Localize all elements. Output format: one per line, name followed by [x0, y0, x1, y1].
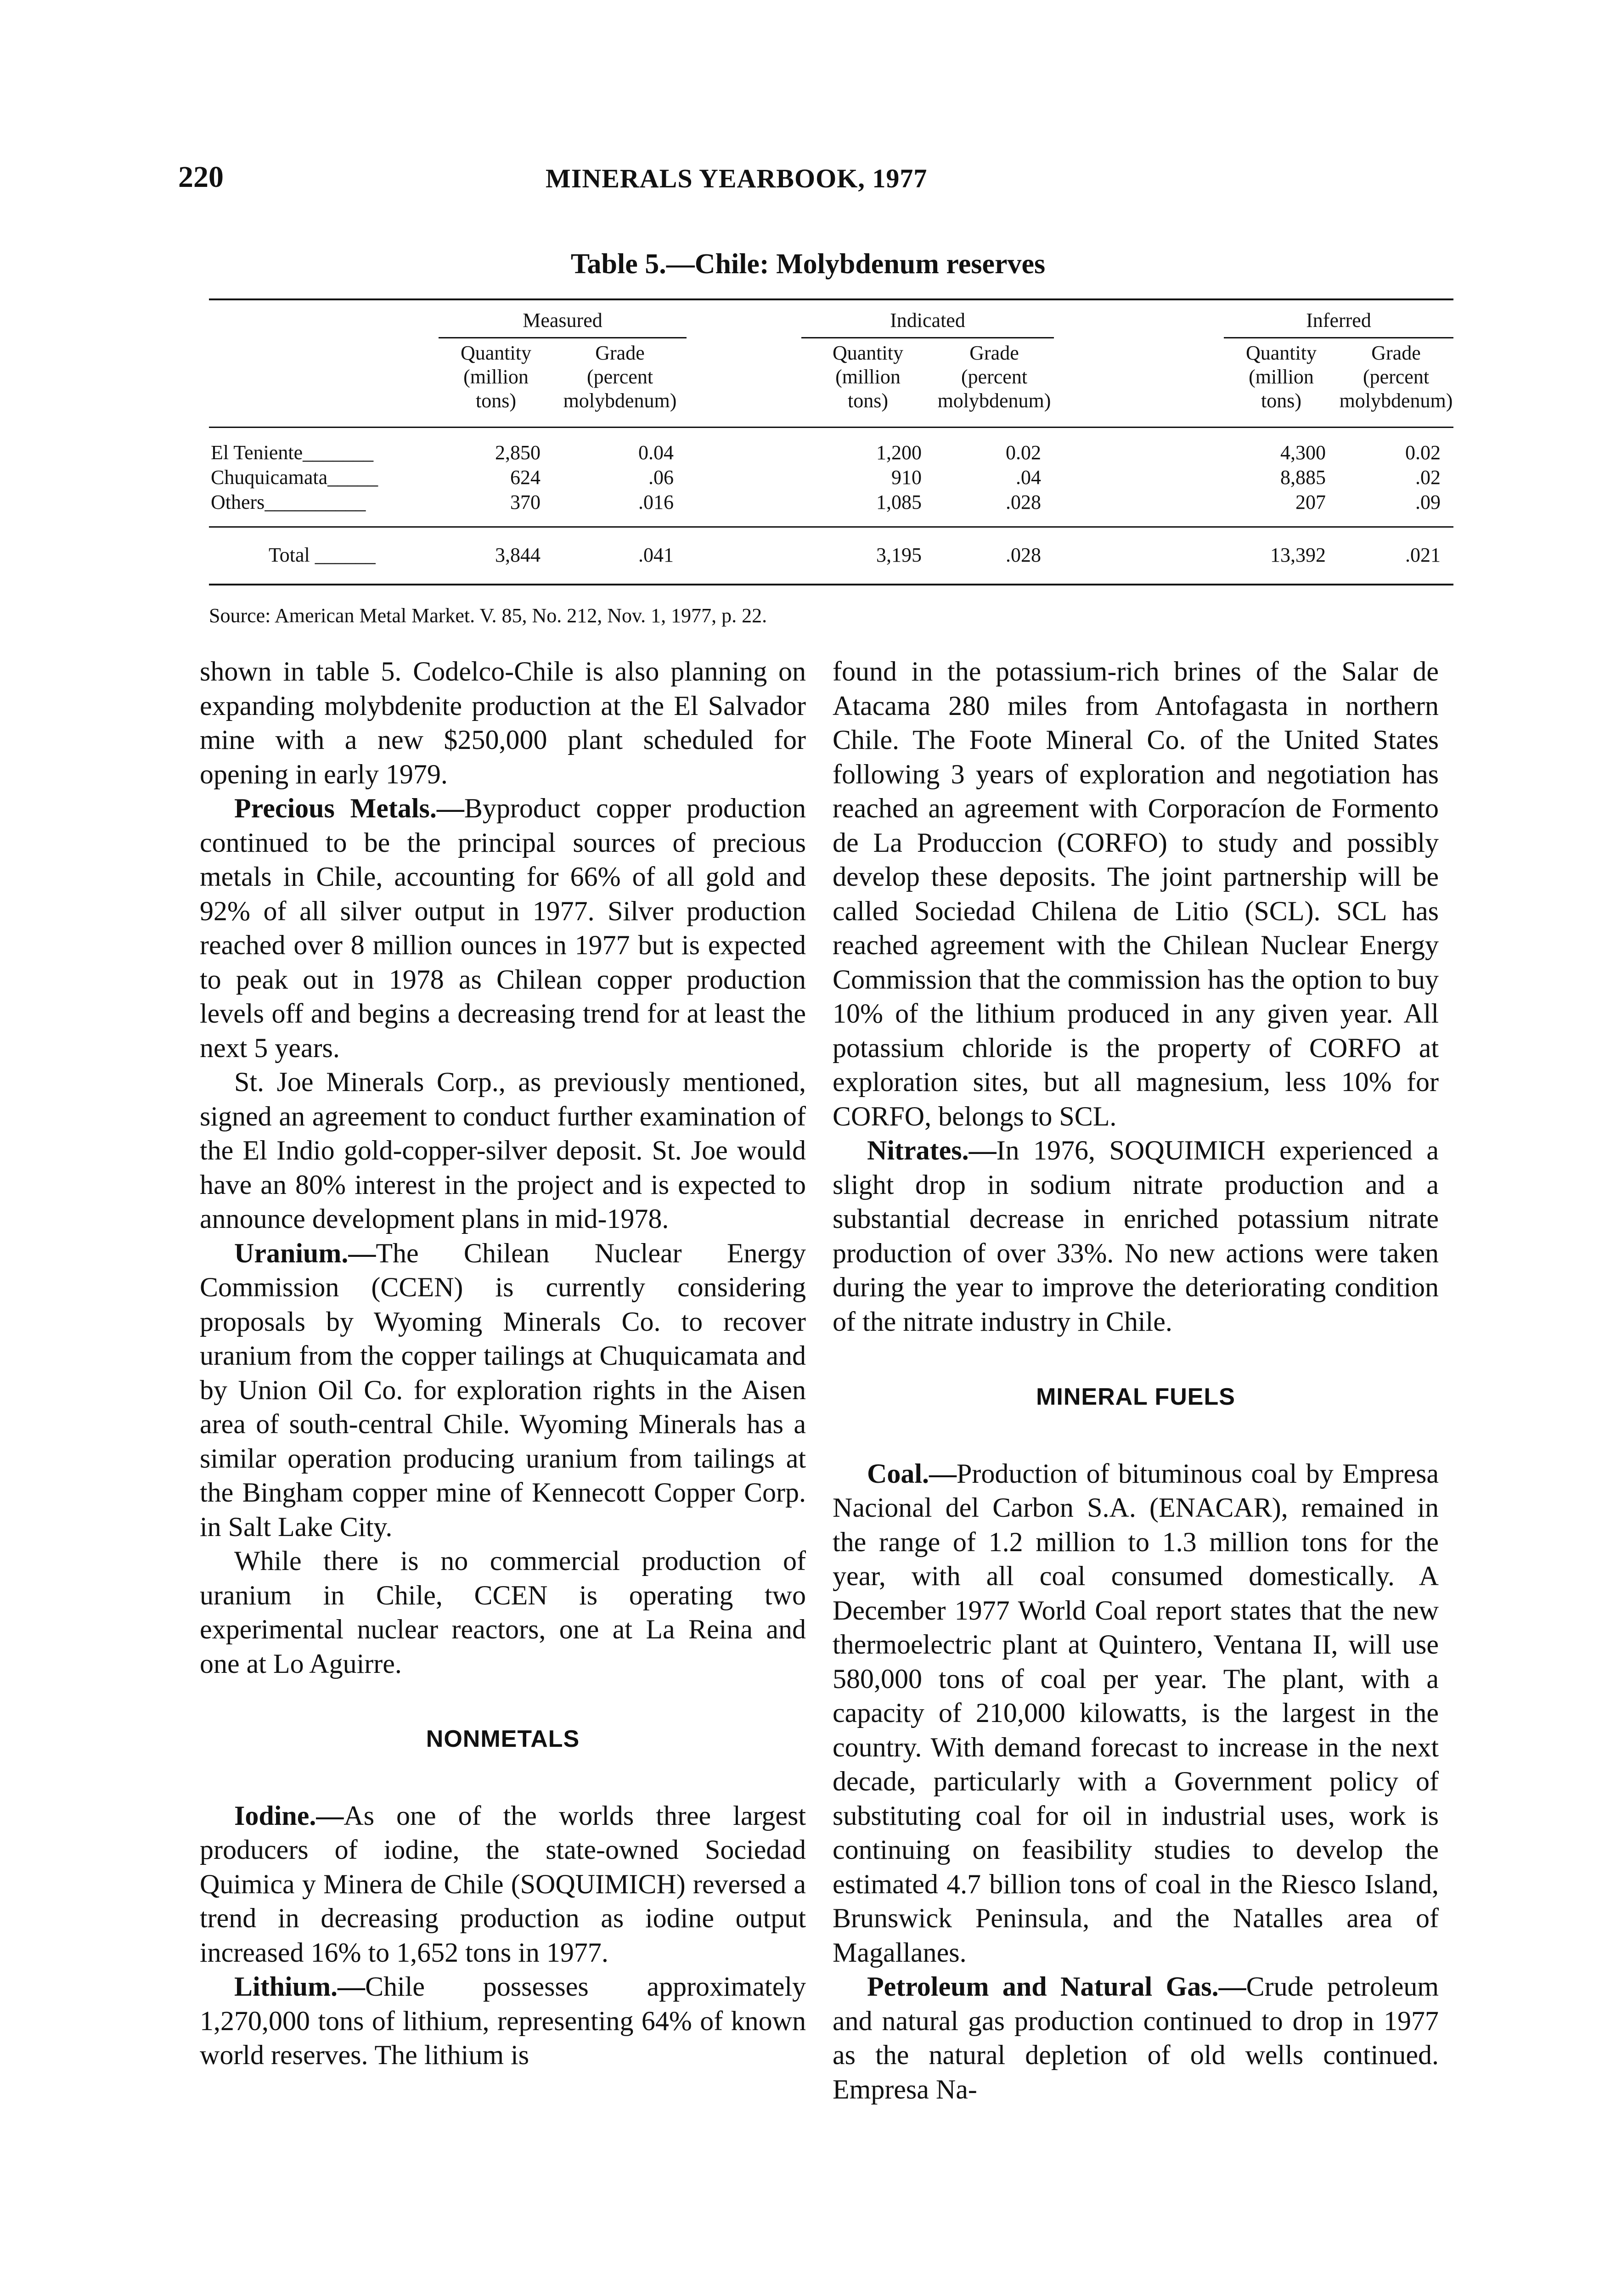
cell: .09 [1339, 490, 1453, 527]
paragraph: Lithium.—Chile possesses approximately 1,270,000 tons of lithium, representing 64% of known world reserves. The lithium is [200, 1971, 806, 2070]
col-header-measured-quantity: Quantity (million tons) [439, 338, 553, 428]
stub-header [209, 299, 439, 338]
right-column [833, 654, 1439, 2106]
paragraph: Petroleum and Natural Gas.—Crude petroleum and natural gas production continued to drop in 1977 as the natural depletion of old wells continued. Empresa Na- [833, 1971, 1439, 2105]
table-row [209, 490, 1453, 527]
cell: .021 [1339, 527, 1453, 585]
cell: .016 [553, 490, 687, 527]
group-header-indicated: Indicated [801, 299, 1054, 338]
table-source-note: Source: American Metal Market. V. 85, No. 212, Nov. 1, 1977, p. 22. [209, 604, 767, 627]
paragraph: Uranium.—The Chilean Nuclear Energy Commission (CCEN) is currently considering proposals by Wyoming Minerals Co. to recover uranium from the copper tailings at Chuquicamata and by Union Oil Co. for exploration rights in the Aisen area of south-central Chile. Wyoming Minerals has a similar operation producing uranium from tailings at the Bingham copper mine of Kennecott Copper Corp. in Salt Lake City. [200, 1238, 806, 1542]
left-column [200, 654, 806, 2072]
col-header-inferred-grade: Grade (percent molybdenum) [1339, 338, 1453, 428]
cell: 370 [439, 490, 553, 527]
cell: 1,200 [876, 441, 922, 464]
paragraph: Nitrates.—In 1976, SOQUIMICH experienced a slight drop in sodium nitrate production and a substantial decrease in enriched potassium nitrate production of over 33%. No new actions were taken during the year to improve the deteriorating condition of the nitrate industry in Chile. [833, 1135, 1439, 1337]
page-number: 220 [178, 160, 224, 194]
cell: 0.02 [1405, 441, 1441, 464]
cell: .02 [1415, 466, 1441, 489]
run-in-heading: Iodine.— [234, 1800, 344, 1831]
col-header-measured-grade: Grade (percent molybdenum) [553, 338, 687, 428]
running-head: MINERALS YEARBOOK, 1977 [546, 163, 928, 193]
paragraph: St. Joe Minerals Corp., as previously mentioned, signed an agreement to conduct further examination of the El Indio gold-copper-silver deposit. St. Joe would have an 80% interest in the project and is expected to announce development plans in mid-1978. [200, 1067, 806, 1234]
paragraph: found in the potassium-rich brines of the Salar de Atacama 280 miles from Antofagasta in northern Chile. The Foote Mineral Co. of the United States following 3 years of exploration and negotiation has reached an agreement with Corporacíon de Formento de La Produccion (CORFO) to study and possibly develop these deposits. The joint partnership will be called Sociedad Chilena de Litio (SCL). SCL has reached agreement with the Chilean Nuclear Energy Commission that the commission has the option to buy 10% of the lithium produced in any given year. All potassium chloride is the property of CORFO at exploration sites, but all magnesium, less 10% for CORFO, belongs to SCL. [833, 656, 1439, 1131]
col-header-inferred-quantity: Quantity (million tons) [1224, 338, 1339, 428]
section-heading-nonmetals: NONMETALS [426, 1726, 580, 1752]
table-row [209, 428, 1453, 466]
cell: 910 [891, 466, 922, 489]
reserves-table [209, 298, 1453, 585]
cell: 0.02 [1006, 441, 1041, 464]
cell: 1,085 [801, 490, 935, 527]
cell: .028 [935, 490, 1054, 527]
run-in-heading: Uranium.— [234, 1238, 376, 1268]
cell: 3,844 [439, 527, 553, 585]
cell: 2,850 [495, 441, 541, 464]
paragraph: While there is no commercial production of uranium in Chile, CCEN is operating two experimental nuclear reactors, one at La Reina and one at Lo Aguirre. [200, 1546, 806, 1679]
total-row [209, 527, 1453, 585]
cell: .041 [553, 527, 687, 585]
paragraph: Coal.—Production of bituminous coal by Empresa Nacional del Carbon S.A. (ENACAR), remained in the range of 1.2 million to 1.3 million tons for the year, with all coal consumed domestically. A December 1977 World Coal report states that the new thermoelectric plant at Quintero, Ventana II, will use 580,000 tons of coal per year. The plant, with a capacity of 210,000 kilowatts, is the largest in the country. With demand forecast to increase in the next decade, particularly with a Government policy of substituting coal for oil in industrial uses, work is continuing on feasibility studies to develop the estimated 4.7 billion tons of coal in the Riesco Island, Brunswick Peninsula, and the Natalles area of Magallanes. [833, 1458, 1439, 1968]
paragraph: Precious Metals.—Byproduct copper production continued to be the principal sources of precious metals in Chile, accounting for 66% of all gold and 92% of all silver output in 1977. Silver production reached over 8 million ounces in 1977 but is expected to peak out in 1978 as Chilean copper production levels off and begins a decreasing trend for at least the next 5 years. [200, 793, 806, 1063]
cell: 3,195 [801, 527, 935, 585]
cell: 624 [510, 466, 541, 489]
table-row [209, 465, 1453, 490]
group-header-inferred: Inferred [1224, 299, 1453, 338]
cell: 4,300 [1280, 441, 1326, 464]
row-label: Chuquicamata_____ [211, 466, 378, 489]
total-label: Total ______ [209, 527, 439, 585]
reserves-table-block [209, 298, 1453, 627]
cell: .04 [1016, 466, 1041, 489]
row-label: El Teniente_______ [211, 441, 374, 464]
row-label: Others__________ [209, 490, 439, 527]
cell: 0.04 [638, 441, 674, 464]
run-in-heading: Coal.— [867, 1458, 957, 1489]
run-in-heading: Petroleum and Natural Gas.— [867, 1971, 1246, 2002]
section-heading-mineral-fuels: MINERAL FUELS [1036, 1384, 1235, 1410]
cell: 207 [1224, 490, 1339, 527]
cell: 8,885 [1280, 466, 1326, 489]
paragraph: Iodine.—As one of the worlds three largest producers of iodine, the state-owned Sociedad Quimica y Minera de Chile (SOQUIMICH) reversed a trend in decreasing production as iodine output increased 16% to 1,652 tons in 1977. [200, 1800, 806, 1968]
cell: .028 [935, 527, 1054, 585]
run-in-heading: Nitrates.— [867, 1135, 997, 1165]
col-header-indicated-quantity: Quantity (million tons) [801, 338, 935, 428]
table-title: Table 5.—Chile: Molybdenum reserves [570, 248, 1046, 280]
cell: 13,392 [1224, 527, 1339, 585]
run-in-heading: Lithium.— [234, 1971, 366, 2002]
paragraph: shown in table 5. Codelco-Chile is also planning on expanding molybdenite production at the El Salvador mine with a new $250,000 plant scheduled for opening in early 1979. [200, 656, 806, 789]
run-in-heading: Precious Metals.— [234, 793, 464, 823]
cell: .06 [648, 466, 674, 489]
col-header-indicated-grade: Grade (percent molybdenum) [935, 338, 1054, 428]
group-header-measured: Measured [439, 299, 687, 338]
